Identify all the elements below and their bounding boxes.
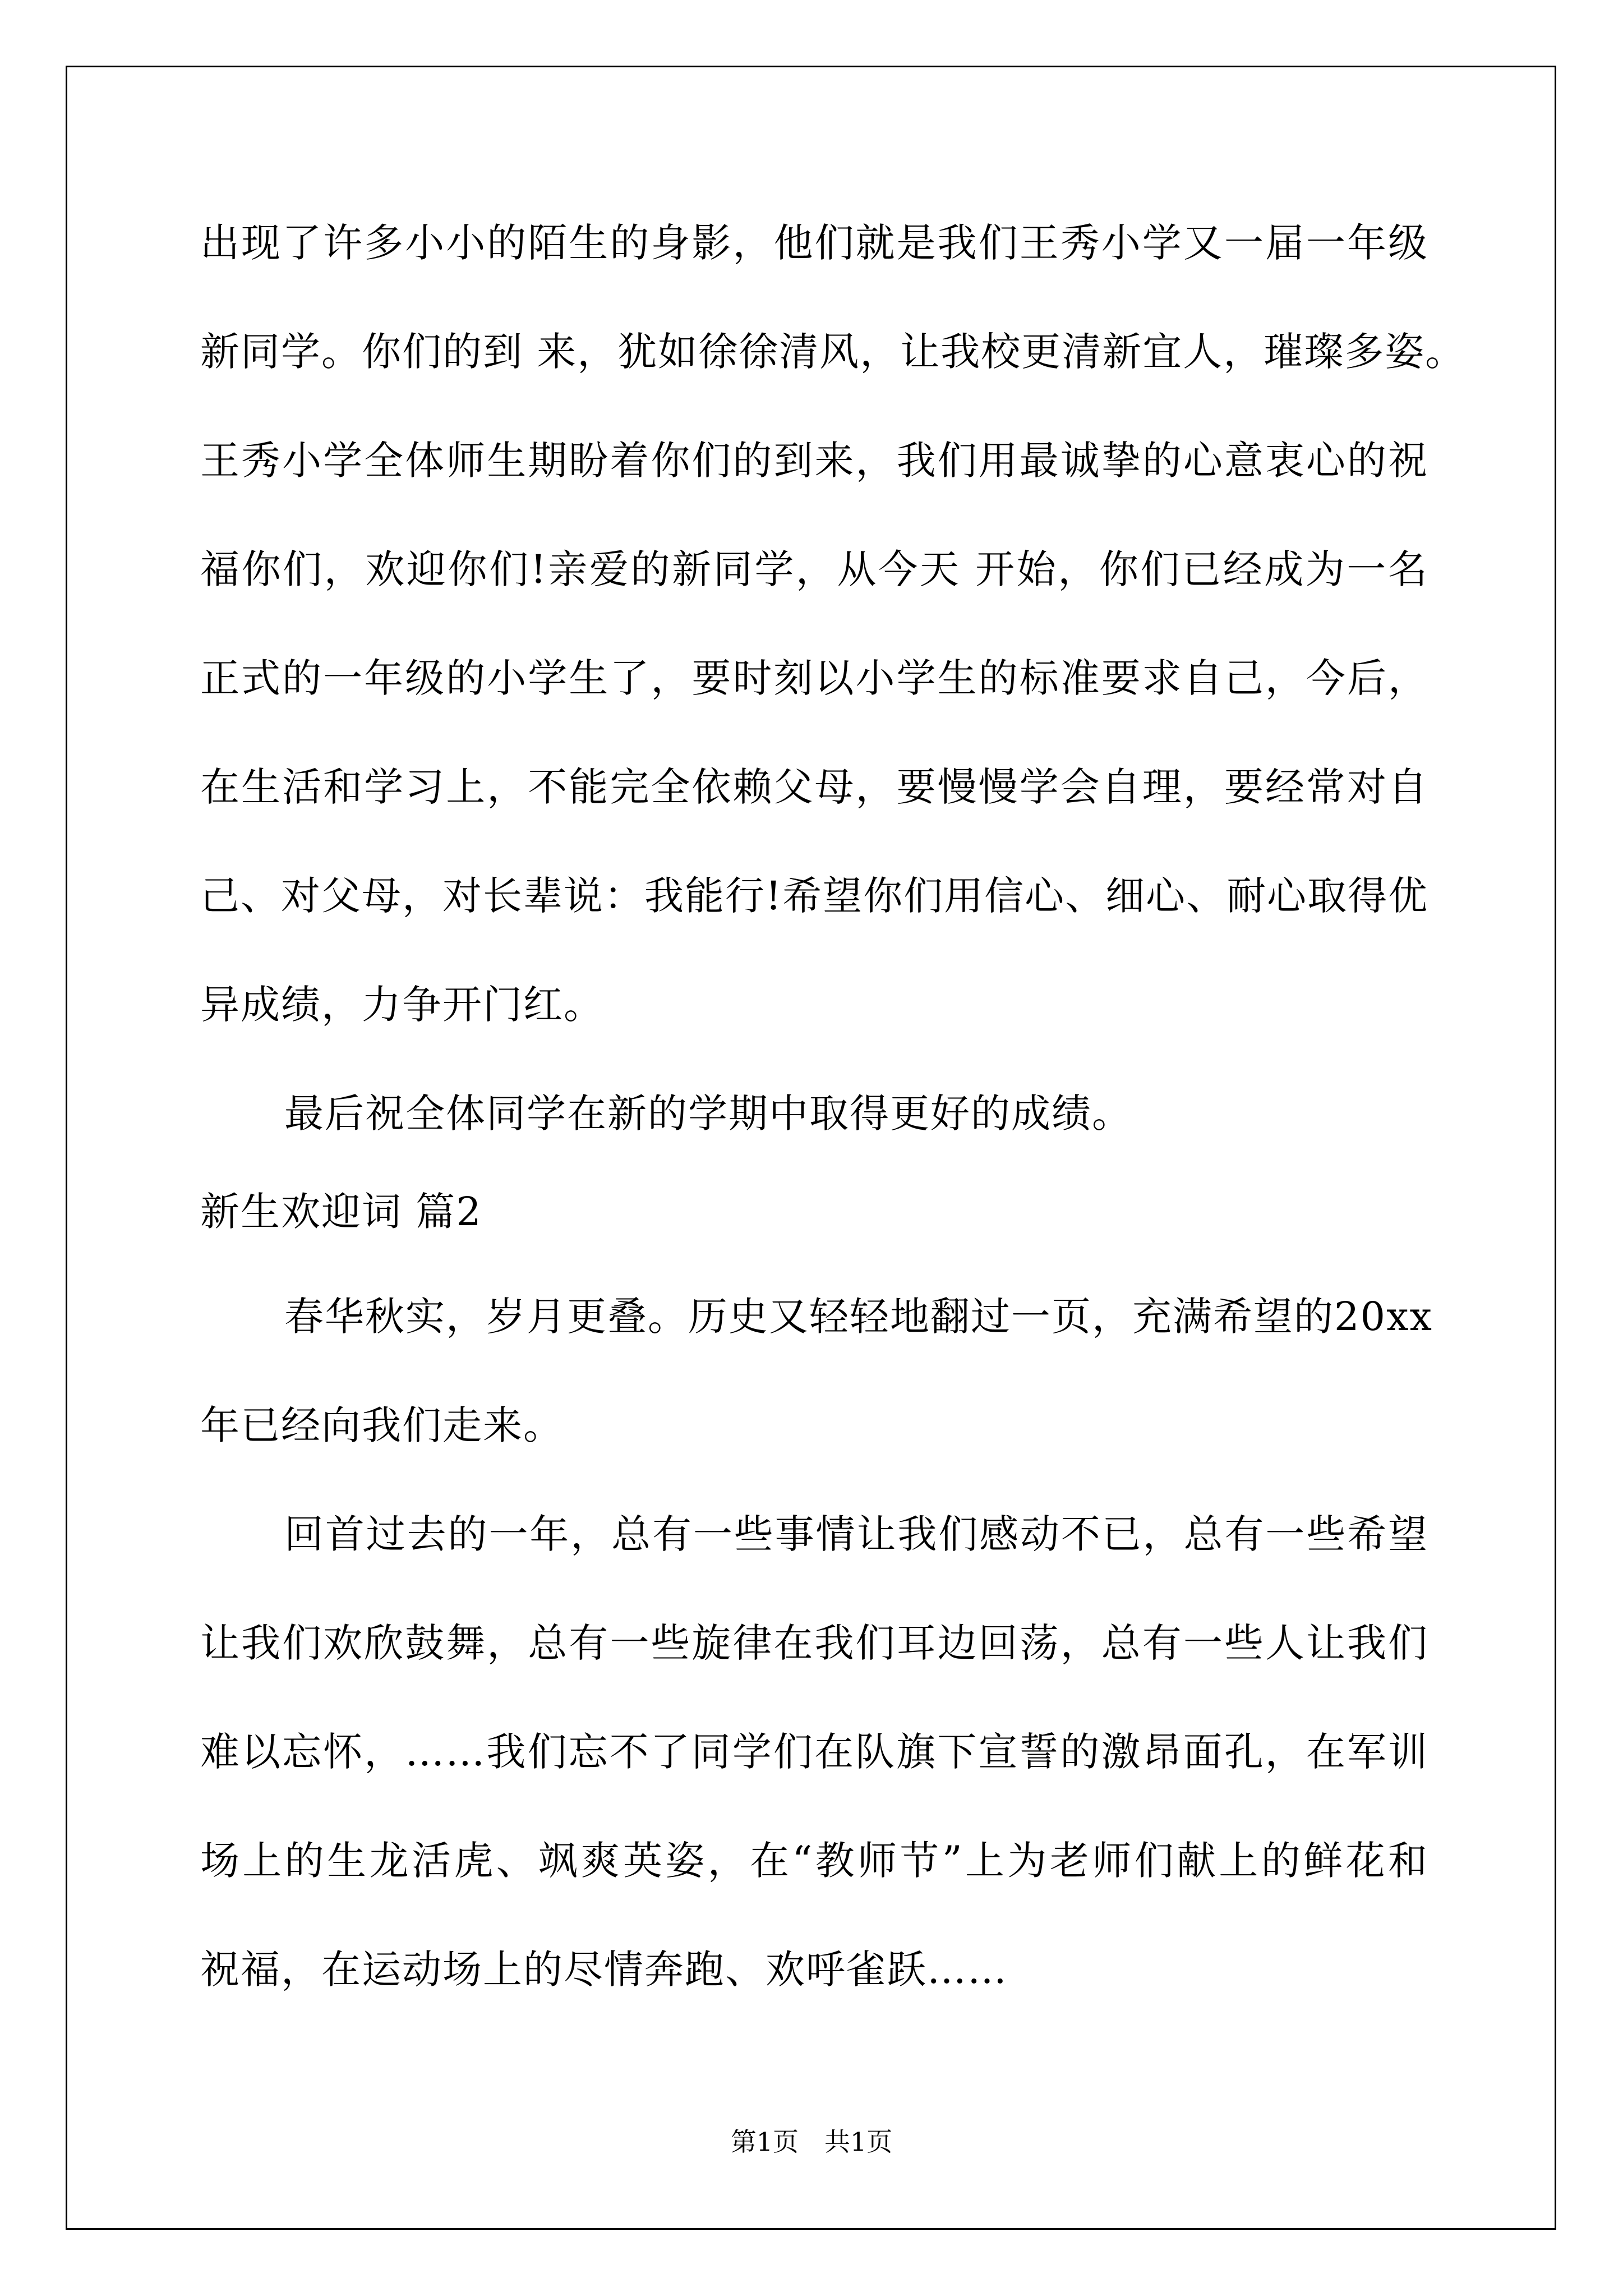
paragraph-2: 最后祝全体同学在新的学期中取得更好的成绩。 <box>284 1091 1132 1137</box>
paragraph-1-line-2: 新同学。你们的到 来，犹如徐徐清风，让我校更清新宜人，璀璨多姿。 <box>200 329 1466 375</box>
paragraph-1-line-7: 己、对父母，对长辈说：我能行!希望你们用信心、细心、耐心取得优 <box>200 873 1429 919</box>
paragraph-3-line-1: 春华秋实，岁月更叠。历史又轻轻地翻过一页，充满希望的20xx <box>284 1294 1433 1340</box>
paragraph-4-line-4: 场上的生龙活虎、飒爽英姿，在“教师节”上为老师们献上的鲜花和 <box>200 1838 1428 1884</box>
paragraph-1-line-4: 福你们，欢迎你们!亲爱的新同学，从今天 开始，你们已经成为一名 <box>200 546 1428 592</box>
paragraph-1-line-3: 王秀小学全体师生期盼着你们的到来，我们用最诚挚的心意衷心的祝 <box>200 438 1428 484</box>
paragraph-1-line-6: 在生活和学习上，不能完全依赖父母，要慢慢学会自理，要经常对自 <box>200 764 1428 810</box>
paragraph-4-line-5: 祝福，在运动场上的尽情奔跑、欢呼雀跃…… <box>200 1947 1008 1993</box>
paragraph-1-line-8: 异成绩，力争开门红。 <box>200 982 604 1028</box>
paragraph-1-line-1: 出现了许多小小的陌生的身影，他们就是我们王秀小学又一届一年级 <box>200 220 1428 266</box>
paragraph-4-line-1: 回首过去的一年，总有一些事情让我们感动不已，总有一些希望 <box>284 1511 1428 1557</box>
paragraph-4-line-2: 让我们欢欣鼓舞，总有一些旋律在我们耳边回荡，总有一些人让我们 <box>200 1620 1428 1666</box>
paragraph-4-line-3: 难以忘怀，……我们忘不了同学们在队旗下宣誓的激昂面孔，在军训 <box>200 1729 1428 1775</box>
page-border <box>66 66 1556 2230</box>
paragraph-3-line-2: 年已经向我们走来。 <box>200 1402 564 1448</box>
page-footer: 第1页 共1页 <box>730 2127 893 2157</box>
section-heading: 新生欢迎词 篇2 <box>200 1189 482 1235</box>
paragraph-1-line-5: 正式的一年级的小学生了，要时刻以小学生的标准要求自己，今后， <box>200 655 1428 701</box>
